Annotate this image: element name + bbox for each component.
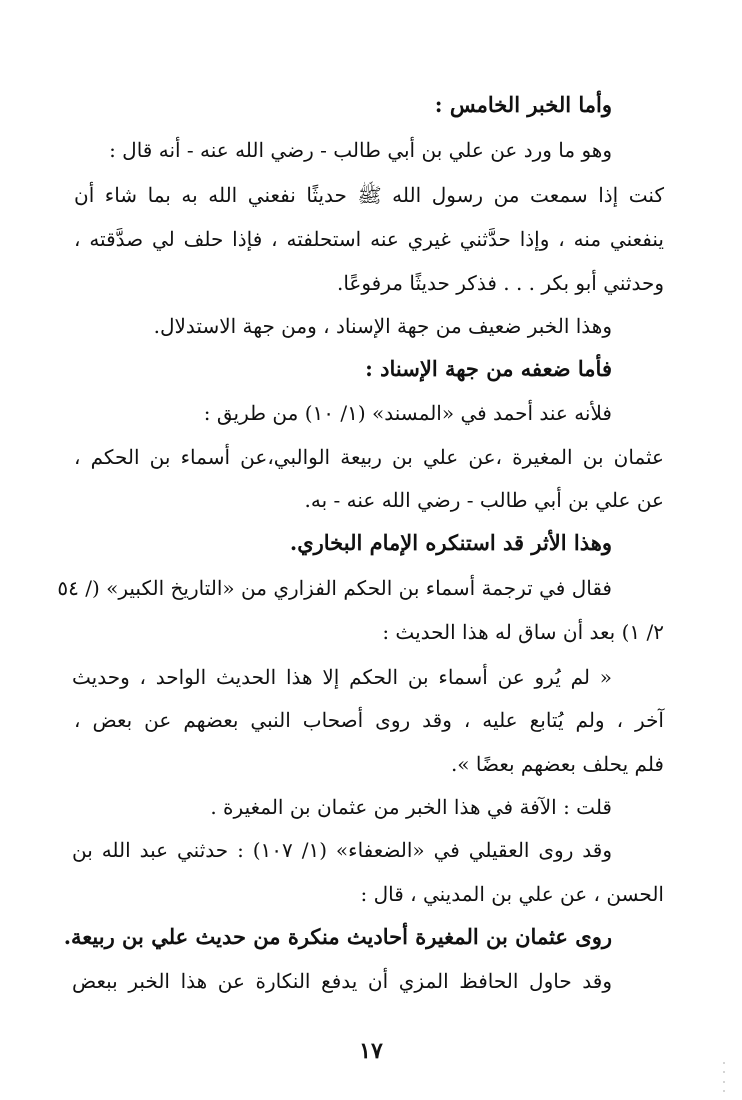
text-line: قلت : الآفة في هذا الخبر من عثمان بن المغيرة .	[210, 795, 612, 819]
text-line: ٢/ ١) بعد أن ساق له هذا الحديث :	[382, 620, 664, 644]
section-heading: فأما ضعفه من جهة الإسناد :	[365, 356, 612, 381]
text-line: وهذا الخبر ضعيف من جهة الإسناد ، ومن جهة الاستدلال.	[153, 314, 612, 338]
text-line: عن علي بن أبي طالب - رضي الله عنه - به.	[304, 488, 664, 512]
section-heading: وأما الخبر الخامس :	[434, 92, 612, 117]
section-heading: وهذا الأثر قد استنكره الإمام البخاري.	[289, 530, 612, 555]
quote-line: « لم يُرو عن أسماء بن الحكم إلا هذا الحديث الواحد ، وحديث	[72, 665, 612, 689]
text-line: الحسن ، عن علي بن المديني ، قال :	[360, 882, 664, 906]
text-line: فلأنه عند أحمد في «المسند» (١/ ١٠) من طريق :	[203, 401, 612, 425]
text-line: فقال في ترجمة أسماء بن الحكم الفزاري من «التاريخ الكبير» (/ ٥٤	[57, 576, 612, 600]
quote-line: آخر ، ولم يُتابع عليه ، وقد روى أصحاب النبي بعضهم عن بعض ،	[74, 708, 664, 732]
text-line: وحدثني أبو بكر . . . فذكر حديثًا مرفوعًا.	[336, 271, 664, 295]
text-line: وقد روى العقيلي في «الضعفاء» (١/ ١٠٧) : حدثني عبد الله بن	[72, 838, 613, 862]
text-line: كنت إذا سمعت من رسول الله ﷺ حديثًا نفعني الله به بما شاء أن	[74, 183, 664, 207]
page-corner-dots	[718, 1062, 730, 1092]
text-line: وهو ما ورد عن علي بن أبي طالب - رضي الله عنه - أنه قال :	[109, 138, 612, 162]
text-line: عثمان بن المغيرة ،عن علي بن ربيعة الوالبي،عن أسماء بن الحكم ،	[74, 445, 664, 469]
bold-quote: روى عثمان بن المغيرة أحاديث منكرة من حديث علي بن ربيعة.	[63, 924, 612, 949]
text-line: وقد حاول الحافظ المزي أن يدفع النكارة عن هذا الخبر ببعض	[72, 969, 612, 993]
quote-line: فلم يحلف بعضهم بعضًا ».	[450, 752, 664, 776]
text-line: ينفعني منه ، وإذا حدَّثني غيري عنه استحلفته ، فإذا حلف لي صدَّقته ،	[74, 227, 664, 251]
page-number: ١٧	[359, 1038, 383, 1064]
